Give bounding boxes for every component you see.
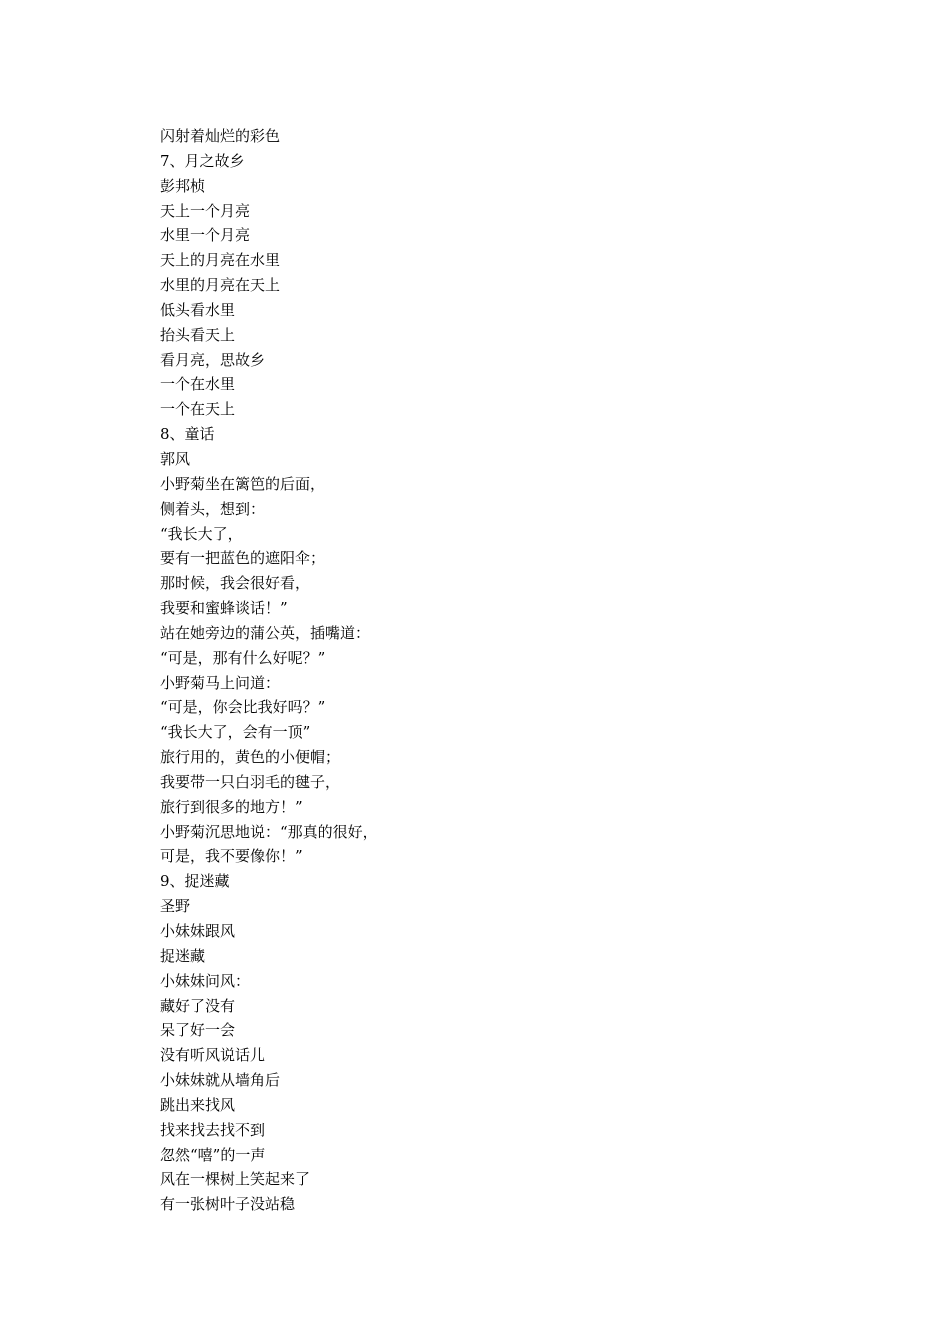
text-line: 闪射着灿烂的彩色	[160, 127, 281, 145]
text-line: 要有一把蓝色的遮阳伞；	[160, 549, 326, 568]
author-name: 郭风	[160, 449, 191, 468]
text-line: 抬头看天上	[160, 325, 236, 344]
text-line: 找来找去找不到	[160, 1120, 266, 1139]
text-line: 我要带一只白羽毛的毽子，	[160, 772, 341, 791]
text-line: 看月亮，思故乡	[160, 350, 266, 369]
text-line: 跳出来找风	[160, 1095, 236, 1114]
text-line: 捉迷藏	[160, 946, 206, 965]
text-line: 藏好了没有	[160, 996, 236, 1015]
text-line: 忽然“嘻”的一声	[160, 1145, 266, 1164]
text-line: 呆了好一会	[160, 1021, 236, 1040]
author-name: 圣野	[160, 897, 191, 916]
text-line: 低头看水里	[160, 300, 236, 319]
text-line: 有一张树叶子没站稳	[160, 1195, 296, 1214]
text-line: 小妹妹就从墙角后	[160, 1071, 281, 1090]
text-line: 水里的月亮在天上	[160, 276, 281, 295]
text-line: 水里一个月亮	[160, 226, 251, 245]
text-line: 小野菊马上问道：	[160, 673, 281, 692]
text-line: “我长大了，	[160, 524, 243, 543]
text-line: 旅行到很多的地方！”	[160, 797, 303, 816]
text-line: 可是，我不要像你！”	[160, 847, 303, 866]
section-heading: 8、童话	[160, 425, 215, 444]
text-line: 没有听风说话儿	[160, 1046, 266, 1065]
text-line: 天上一个月亮	[160, 201, 251, 220]
text-line: “可是，那有什么好呢？”	[160, 648, 326, 667]
text-line: “可是，你会比我好吗？”	[160, 698, 326, 717]
text-line: 风在一棵树上笑起来了	[160, 1170, 311, 1189]
text-line: 一个在水里	[160, 375, 236, 394]
poem-text-block	[160, 124, 860, 1217]
text-line: 小妹妹问风：	[160, 971, 251, 990]
section-heading: 7、月之故乡	[160, 151, 245, 170]
text-line: “我长大了，会有一顶”	[160, 723, 311, 742]
text-line: 天上的月亮在水里	[160, 251, 281, 270]
author-name: 彭邦桢	[160, 176, 206, 195]
text-line: 侧着头，想到：	[160, 499, 266, 518]
text-line: 一个在天上	[160, 400, 236, 419]
text-line: 小妹妹跟风	[160, 922, 236, 940]
section-heading: 9、捉迷藏	[160, 872, 230, 891]
text-line: 那时候，我会很好看，	[160, 574, 311, 593]
text-line: 站在她旁边的蒲公英，插嘴道：	[160, 623, 371, 642]
text-line: 我要和蜜蜂谈话！”	[160, 599, 288, 618]
text-line: 小野菊沉思地说：“那真的很好，	[160, 822, 378, 841]
text-line: 旅行用的，黄色的小便帽；	[160, 748, 341, 767]
text-line: 小野菊坐在篱笆的后面，	[160, 474, 326, 493]
